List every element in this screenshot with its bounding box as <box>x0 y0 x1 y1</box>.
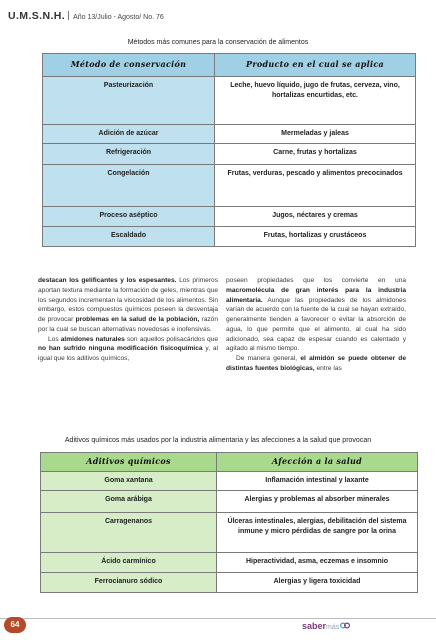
magazine-name: U.M.S.N.H. <box>8 10 66 22</box>
text-run: entre las <box>314 364 342 372</box>
table-cell: Alergias y problemas al absorber minerales <box>217 490 418 512</box>
table-header-row <box>41 453 418 472</box>
column-header: Método de conservación <box>43 54 215 77</box>
molecule-icon <box>340 621 350 630</box>
table-row <box>43 77 416 125</box>
footer-rule <box>0 618 436 619</box>
additives-table <box>40 452 418 593</box>
table-cell: Ácido carmínico <box>41 552 217 572</box>
table-cell: Goma arábiga <box>41 490 217 512</box>
emphasis: el almidón se puede obtener de distintas fuentes biológicas, <box>226 355 406 372</box>
table-header-row <box>43 54 416 77</box>
table-cell: Leche, huevo líquido, jugo de frutas, cerveza, vino, hortalizas encurtidas, etc. <box>215 77 416 125</box>
body-column-right <box>226 276 406 374</box>
text-run: y, al igual que los aditivos químicos, <box>38 345 218 362</box>
table-cell: Goma xantana <box>41 471 217 490</box>
logo-text: saber <box>302 621 327 631</box>
table-cell: Carragenanos <box>41 512 217 552</box>
saber-mas-logo <box>302 621 350 631</box>
emphasis: almidones naturales <box>60 335 125 343</box>
table-row <box>43 227 416 247</box>
table-row <box>41 572 418 592</box>
table-cell: Pasteurización <box>43 77 215 125</box>
text-run: poseen propiedades que los convierte en una <box>226 277 406 284</box>
text-run: razón por la cual se buscan alternativas novedosas e inofensivas. <box>38 316 218 333</box>
body-column-left <box>38 276 218 364</box>
emphasis: destacan los gelificantes y los espesantes. <box>38 277 177 284</box>
table-cell: Inflamación intestinal y laxante <box>217 471 418 490</box>
table-cell: Frutas, hortalizas y crustáceos <box>215 227 416 247</box>
emphasis: macromolécula de gran interés para la industria alimentaria. <box>226 286 406 304</box>
table-cell: Alergias y ligera toxicidad <box>217 572 418 592</box>
emphasis: problemas en la salud de la población, <box>75 316 200 323</box>
issue-info: Año 13/Julio - Agosto/ No. 76 <box>73 14 164 21</box>
text-run: De manera general, <box>236 355 301 362</box>
logo-text-suffix: más <box>326 624 340 631</box>
table-row <box>43 125 416 144</box>
table-row <box>41 490 418 512</box>
text-run: Los primeros aportan textura mediante la formación de geles, mientras que los segundos incrementan la viscosidad de los alimentos. Sin embargo, estos compuestos químicos poseen la desventaja de provocar <box>38 277 218 323</box>
table-row <box>43 144 416 165</box>
table-cell: Proceso aséptico <box>43 207 215 227</box>
table-row <box>43 165 416 207</box>
table-row <box>41 552 418 572</box>
table-cell: Ferrocianuro sódico <box>41 572 217 592</box>
emphasis: no han sufrido ninguna modificación fisicoquímica <box>38 345 203 353</box>
paragraph <box>38 276 218 335</box>
table-row <box>41 512 418 552</box>
header-divider <box>68 11 69 20</box>
table-cell: Escaldado <box>43 227 215 247</box>
running-header <box>8 6 164 24</box>
table1-caption: Métodos más comunes para la conservación de alimentos <box>127 39 309 46</box>
table-cell: Frutas, verduras, pescado y alimentos precocinados <box>215 165 416 207</box>
table-cell: Refrigeración <box>43 144 215 165</box>
table-cell: Carne, frutas y hortalizas <box>215 144 416 165</box>
paragraph <box>38 335 218 364</box>
table-cell: Adición de azúcar <box>43 125 215 144</box>
paragraph <box>226 276 406 354</box>
table-cell: Hiperactividad, asma, eczemas e insomnio <box>217 552 418 572</box>
text-run: Aunque las propiedades de los almidones varían de acuerdo con la fuente de la cual se hayan extraído, generalmente tienden a favorecer o evitar la absorción de agua, lo que permite que el alimento, al cual ha sido adicionado, sea capaz de espesar cuando es calentado y agitado al mismo tiempo. <box>226 296 406 353</box>
column-header: Afección a la salud <box>217 453 418 472</box>
table-cell: Congelación <box>43 165 215 207</box>
page-number: 64 <box>4 617 26 633</box>
text-run: son aquellos polisacáridos que <box>124 335 219 343</box>
table2-caption: Aditivos químicos más usados por la industria alimentaria y las afecciones a la salud que provocan <box>64 437 372 444</box>
column-header: Producto en el cual se aplica <box>215 54 416 77</box>
preservation-methods-table <box>42 53 416 247</box>
column-header: Aditivos químicos <box>41 453 217 472</box>
table-cell: Úlceras intestinales, alergias, debilitación del sistema inmune y micro pérdidas de sangre por la orina <box>217 512 418 552</box>
text-run: Los <box>48 335 61 343</box>
table-cell: Mermeladas y jaleas <box>215 125 416 144</box>
paragraph <box>226 354 406 374</box>
table-row <box>43 207 416 227</box>
table-row <box>41 471 418 490</box>
table-cell: Jugos, néctares y cremas <box>215 207 416 227</box>
